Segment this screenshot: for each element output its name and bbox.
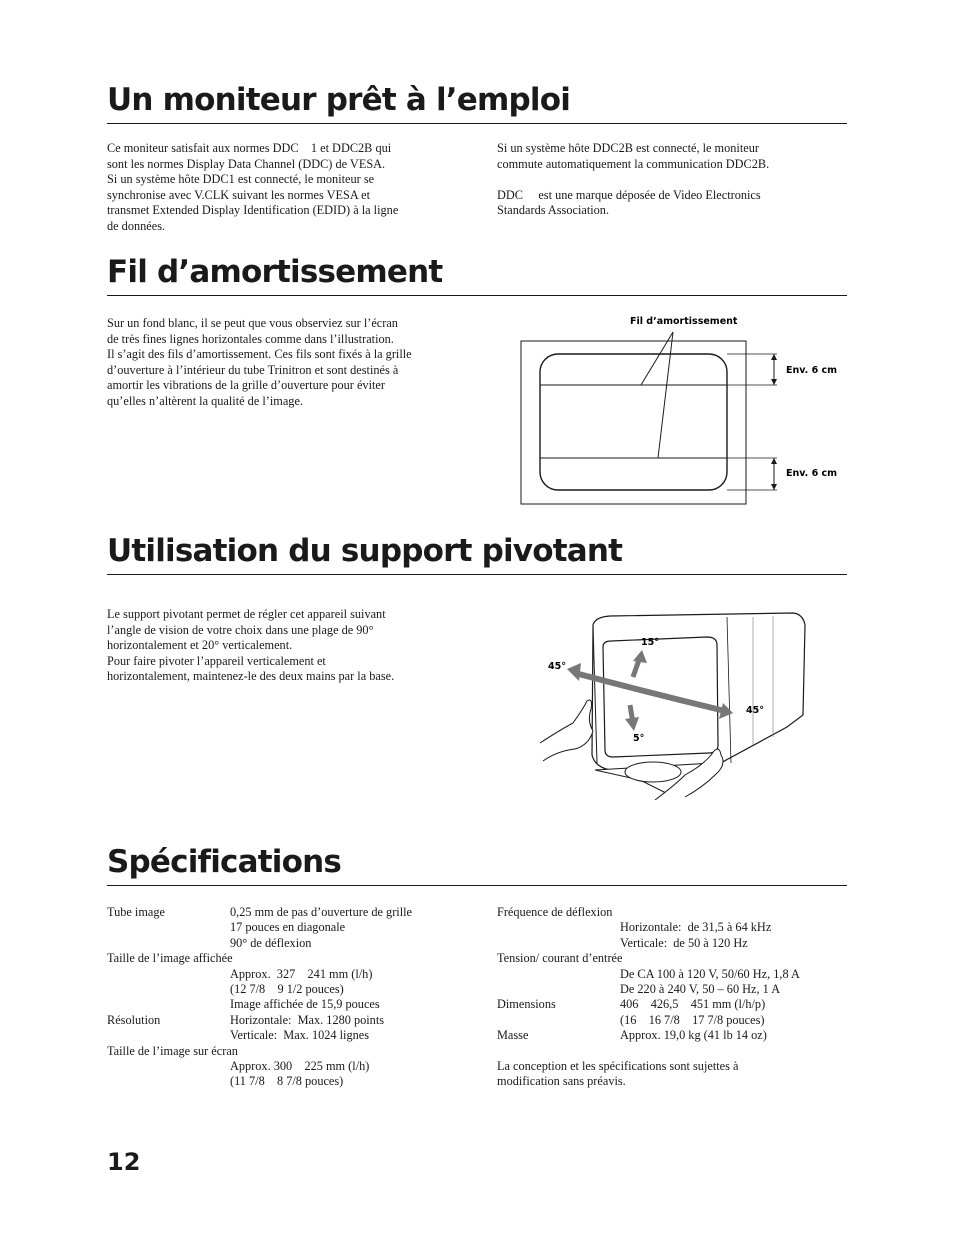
- spec-row: Horizontale: de 31,5 à 64 kHz: [620, 920, 772, 935]
- spec-row: Taille de l’image affichée: [107, 951, 233, 966]
- tilt-up-label: 15°: [641, 637, 659, 648]
- left-hand: [540, 700, 593, 761]
- spec-row: Tube image 0,25 mm de pas d’ouverture de grille: [107, 905, 413, 919]
- section-title-plug-and-play: Un moniteur prêt à l’emploi: [107, 80, 847, 124]
- damper-wire-label: Fil d’amortissement: [630, 316, 738, 327]
- damper-wire-diagram: [515, 310, 855, 510]
- monitor-bezel: [521, 341, 746, 504]
- bottom-dimension-label: Env. 6 cm: [786, 468, 838, 479]
- section-title-specifications: Spécifications: [107, 842, 847, 886]
- spec-row: [497, 1044, 847, 1059]
- s3-left-text: Le support pivotant permet de régler cet appareil suivant l’angle de vision de votre choix dans une plage de 90° horizontalement et 20° verticalement. Pour faire pivoter l’appareil verticalement et horizontalement, maintenez-le des deux mains par la base.: [107, 607, 395, 684]
- spec-row: Tension/ courant d’entrée: [497, 951, 623, 966]
- page-number: 12: [107, 1148, 141, 1176]
- spec-row: De CA 100 à 120 V, 50/60 Hz, 1,8 A: [620, 966, 800, 981]
- pointer-line-bottom: [658, 332, 673, 458]
- spec-row: La conception et les spécifications sont sujettes à: [497, 1058, 739, 1073]
- spec-row: Dimensions 406 426,5 451 mm (l/h/p): [497, 997, 766, 1012]
- section-title-swivel-stand: Utilisation du support pivotant: [107, 531, 847, 575]
- spec-row: Verticale: de 50 à 120 Hz: [620, 935, 748, 950]
- spec-row: Approx. 300 225 mm (l/h): [230, 1058, 370, 1073]
- spec-row: De 220 à 240 V, 50 – 60 Hz, 1 A: [620, 981, 781, 996]
- spec-row: (16 16 7/8 17 7/8 pouces): [620, 1012, 765, 1027]
- screen-area: [540, 354, 727, 490]
- spec-row: 90° de déflexion: [230, 935, 312, 950]
- swivel-right-label: 45°: [746, 705, 764, 716]
- pointer-line-top: [641, 332, 673, 385]
- swivel-stand-illustration: [535, 605, 820, 800]
- spec-row: (11 7/8 8 7/8 pouces): [230, 1074, 344, 1089]
- spec-row: Résolution Horizontale: Max. 1280 points: [107, 1012, 385, 1027]
- spec-row: Masse Approx. 19,0 kg (41 lb 14 oz): [497, 1028, 767, 1043]
- spec-table-left: [107, 905, 487, 1090]
- spec-row: (12 7/8 9 1/2 pouces): [230, 981, 344, 996]
- spec-row: Taille de l’image sur écran: [107, 1043, 238, 1058]
- spec-row: Verticale: Max. 1024 lignes: [230, 1028, 369, 1043]
- top-dimension-label: Env. 6 cm: [786, 365, 838, 376]
- s2-left-text: Sur un fond blanc, il se peut que vous observiez sur l’écran de très fines lignes horizontales comme dans l’illustration. Il s’agit des fils d’amortissement. Ces fils sont fixés à la grille d’ouverture à l’intérieur du tube Trinitron et sont destinés à amortir les vibrations de la grille d’ouverture pour éviter qu’elles n’altèrent la qualité de l’image.: [107, 316, 412, 408]
- swivel-left-label: 45°: [548, 661, 566, 672]
- s1-right-text: Si un système hôte DDC2B est connecté, le moniteur commute automatiquement la communication DDC2B. DDC est une marque déposée de Video Electronics Standards Association.: [497, 141, 770, 218]
- spec-row: Image affichée de 15,9 pouces: [230, 997, 380, 1012]
- spec-row: 17 pouces en diagonale: [230, 920, 346, 935]
- spec-row: Fréquence de déflexion: [497, 905, 613, 919]
- spec-row: Approx. 327 241 mm (l/h): [230, 966, 373, 981]
- spec-table-right: [497, 905, 847, 1090]
- spec-row: modification sans préavis.: [497, 1074, 626, 1089]
- section-title-damper-wire: Fil d’amortissement: [107, 252, 847, 296]
- s1-left-text: Ce moniteur satisfait aux normes DDC 1 et DDC2B qui sont les normes Display Data Channel (DDC) de VESA. Si un système hôte DDC1 est connecté, le moniteur se synchronise avec V.CLK suivant les normes VESA et transmet Extended Display Identification (EDID) à la ligne de données.: [107, 141, 399, 233]
- tilt-down-label: 5°: [633, 733, 645, 744]
